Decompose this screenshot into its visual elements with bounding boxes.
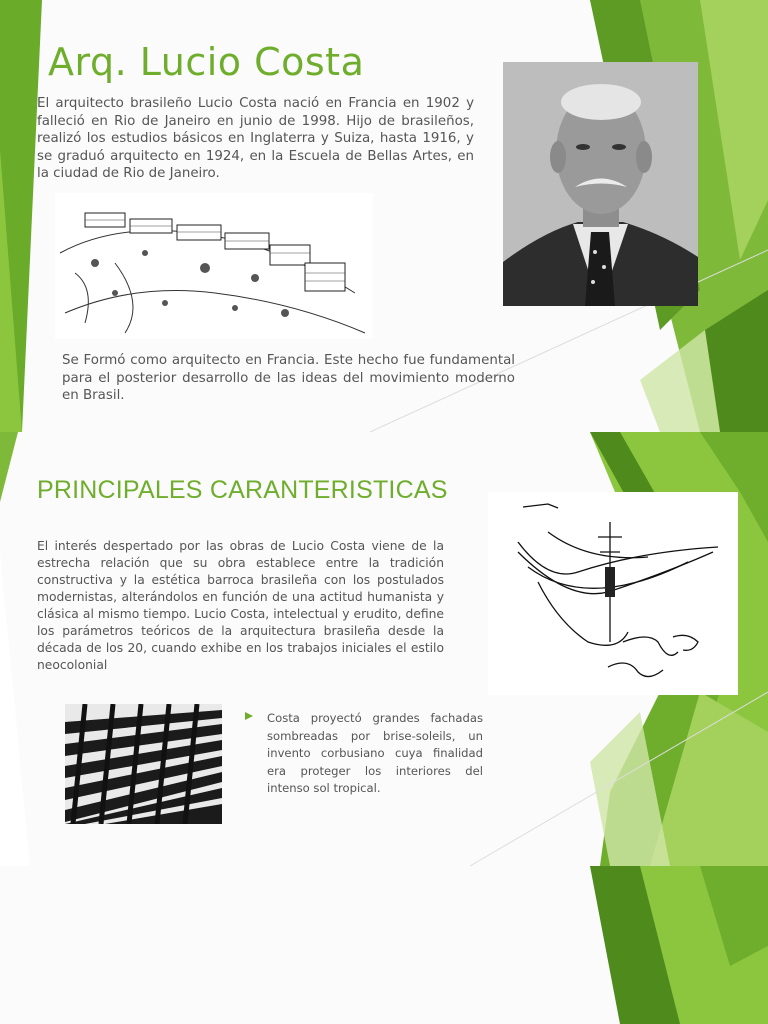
characteristics-paragraph: El interés despertado por las obras de Lucio Costa viene de la estrecha relación que su obra establece entre la tradición constructiva y la estética barroca brasileña con los postulados modernistas, alterándolos en función de una actitud humanista y clásica al mismo tiempo. Lucio Costa, intelectual y erudito, define los parámetros teóricos de la arquitectura brasileña desde la década de los 20, cuando exhibe en los trabajos iniciales el estilo neocolonial: [37, 539, 444, 672]
next-slide-partial: [0, 866, 768, 1024]
slide-lucio-costa: [0, 0, 768, 432]
lucio-costa-portrait-photo: [503, 62, 698, 306]
triangle-bullet-icon: [245, 712, 253, 720]
brise-soleil-facade-photo: [65, 704, 222, 824]
section-heading: PRINCIPALES CARANTERISTICAS: [37, 476, 448, 504]
bullet-text: Costa proyectó grandes fachadas sombreadas por brise-soleils, un invento corbusiano cuya finalidad era proteger los interiores del intenso sol tropical.: [267, 711, 483, 796]
slide-title: Arq. Lucio Costa: [48, 40, 365, 84]
urban-sketch-drawing: [55, 193, 373, 339]
intro-paragraph: El arquitecto brasileño Lucio Costa nació en Francia en 1902 y falleció en Rio de Janeiro en junio de 1998. Hijo de brasileños, realizó los estudios básicos en Inglaterra y Suiza, hasta 1916, y se graduó arquitecto en 1924, en la Escuela de Bellas Artes, en la ciudad de Rio de Janeiro.: [37, 96, 474, 181]
green-decoration: [0, 866, 768, 1024]
slide-caracteristicas: [0, 432, 768, 866]
architect-sketch-drawing: [488, 492, 738, 695]
bullet-item: [245, 710, 483, 798]
formation-paragraph: Se Formó como arquitecto en Francia. Este hecho fue fundamental para el posterior desarrollo de las ideas del movimiento moderno en Brasil.: [62, 353, 515, 403]
